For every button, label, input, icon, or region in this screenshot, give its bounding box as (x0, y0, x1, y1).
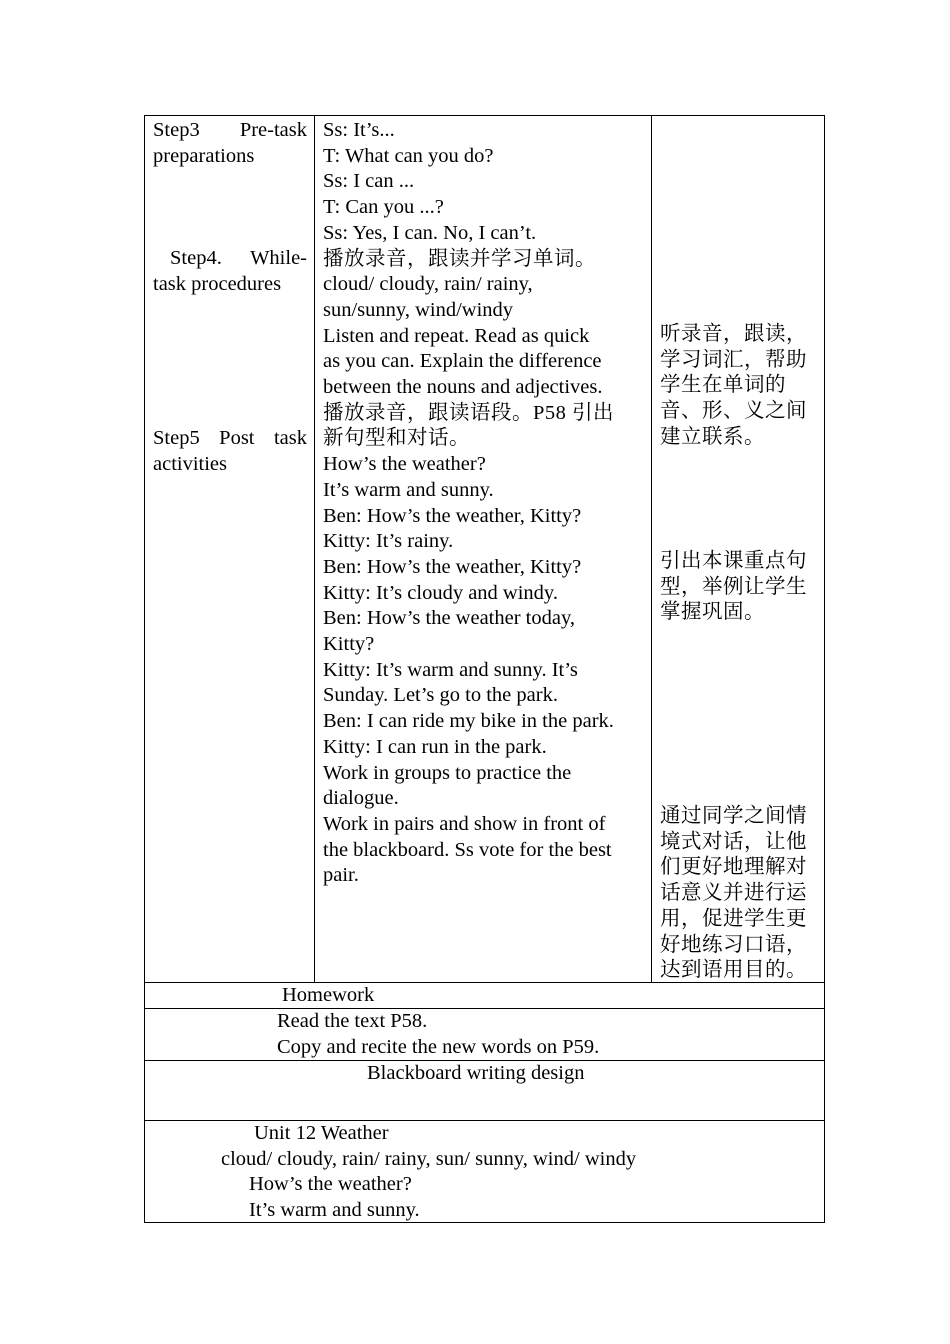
steps-column (153, 118, 307, 478)
activity-line: Kitty: I can run in the park. (323, 735, 547, 758)
step4-subtitle: task procedures (153, 273, 282, 296)
activity-line: T: What can you do? (323, 144, 494, 167)
activity-line: Kitty: It’s warm and sunny. It’s (323, 658, 578, 681)
activity-line: Kitty? (323, 633, 375, 656)
step4-label: Step4. (170, 247, 222, 270)
step3-label: Step3 (153, 119, 200, 141)
activity-line: Ss: Yes, I can. No, I can’t. (323, 221, 537, 244)
purpose-line: 用，促进学生更 (660, 907, 807, 930)
activity-line: Ss: It’s... (323, 119, 395, 141)
step3-subtitle: preparations (153, 144, 255, 167)
activity-line: Work in groups to practice the (323, 761, 572, 784)
step3-heading (153, 118, 307, 144)
activities-column (323, 118, 645, 889)
purpose-line: 型，举例让学生 (660, 575, 807, 598)
activity-line: pair. (323, 864, 359, 887)
activity-line: dialogue. (323, 787, 399, 810)
step5-label-task: task (273, 427, 307, 450)
activity-line: the blackboard. Ss vote for the best (323, 838, 612, 861)
step5-heading (153, 426, 307, 452)
activity-line: Ben: How’s the weather, Kitty? (323, 504, 582, 527)
activity-line: Ben: How’s the weather, Kitty? (323, 555, 582, 578)
activity-line: sun/sunny, wind/windy (323, 298, 514, 321)
activity-line: 播放录音，跟读并学习单词。 (323, 247, 596, 270)
purpose-block-3 (660, 804, 818, 984)
activity-line: Work in pairs and show in front of (323, 812, 606, 835)
activity-line: Ss: I can ... (323, 170, 415, 193)
purpose-block-1 (660, 322, 818, 451)
blackboard-line: cloud/ cloudy, rain/ rainy, sun/ sunny, wind/ windy (221, 1147, 637, 1170)
step4-heading (153, 246, 307, 272)
blackboard-line: It’s warm and sunny. (249, 1199, 420, 1222)
activity-line: as you can. Explain the difference (323, 350, 602, 373)
step5-subtitle: activities (153, 453, 228, 476)
column-divider-2 (651, 116, 652, 982)
activity-line: between the nouns and adjectives. (323, 376, 603, 399)
activity-line: How’s the weather? (323, 453, 486, 476)
purpose-line: 话意义并进行运 (660, 882, 807, 905)
purpose-line: 引出本课重点句 (660, 550, 807, 572)
purpose-line: 学习词汇，帮助 (660, 348, 807, 371)
activity-line: 新句型和对话。 (323, 427, 470, 450)
blackboard-line: How’s the weather? (249, 1173, 412, 1196)
activity-line: cloud/ cloudy, rain/ rainy, (323, 273, 533, 296)
step5-label-post: Post (219, 427, 255, 450)
purpose-line: 通过同学之间情 (660, 805, 807, 827)
homework-line: Copy and recite the new words on P59. (277, 1035, 600, 1058)
blackboard-line: Unit 12 Weather (254, 1122, 389, 1144)
blackboard-body (145, 1121, 824, 1224)
activity-line: Kitty: It’s rainy. (323, 530, 454, 553)
purpose-line: 好地练习口语， (660, 933, 807, 956)
homework-line: Read the text P58. (277, 1010, 428, 1032)
blackboard-title: Blackboard writing design (367, 1062, 585, 1084)
purpose-block-2 (660, 549, 818, 626)
purpose-line: 听录音，跟读， (660, 323, 807, 345)
activity-line: It’s warm and sunny. (323, 478, 494, 501)
step5-label: Step5 (153, 427, 200, 450)
homework-title: Homework (282, 984, 375, 1006)
step4-label-while: While- (250, 247, 307, 270)
purpose-line: 们更好地理解对 (660, 856, 807, 879)
purpose-line: 达到语用目的。 (660, 959, 807, 982)
purpose-line: 音、形、义之间 (660, 400, 807, 423)
activity-line: Kitty: It’s cloudy and windy. (323, 581, 558, 604)
purpose-line: 建立联系。 (660, 425, 765, 448)
lesson-plan-table (144, 115, 825, 1223)
homework-body (277, 1009, 599, 1060)
column-divider-1 (314, 116, 315, 982)
purpose-line: 境式对话，让他 (660, 830, 807, 853)
activity-line: Ben: How’s the weather today, (323, 607, 576, 630)
purpose-line: 学生在单词的 (660, 374, 786, 397)
step3-label-pretask: Pre-task (239, 119, 307, 141)
activity-line: 播放录音，跟读语段。P58 引出 (323, 401, 615, 424)
purpose-line: 掌握巩固。 (660, 601, 765, 624)
activity-line: Ben: I can ride my bike in the park. (323, 710, 614, 733)
activity-line: Listen and repeat. Read as quick (323, 324, 590, 347)
activity-line: T: Can you ...? (323, 196, 444, 219)
activity-line: Sunday. Let’s go to the park. (323, 684, 558, 707)
